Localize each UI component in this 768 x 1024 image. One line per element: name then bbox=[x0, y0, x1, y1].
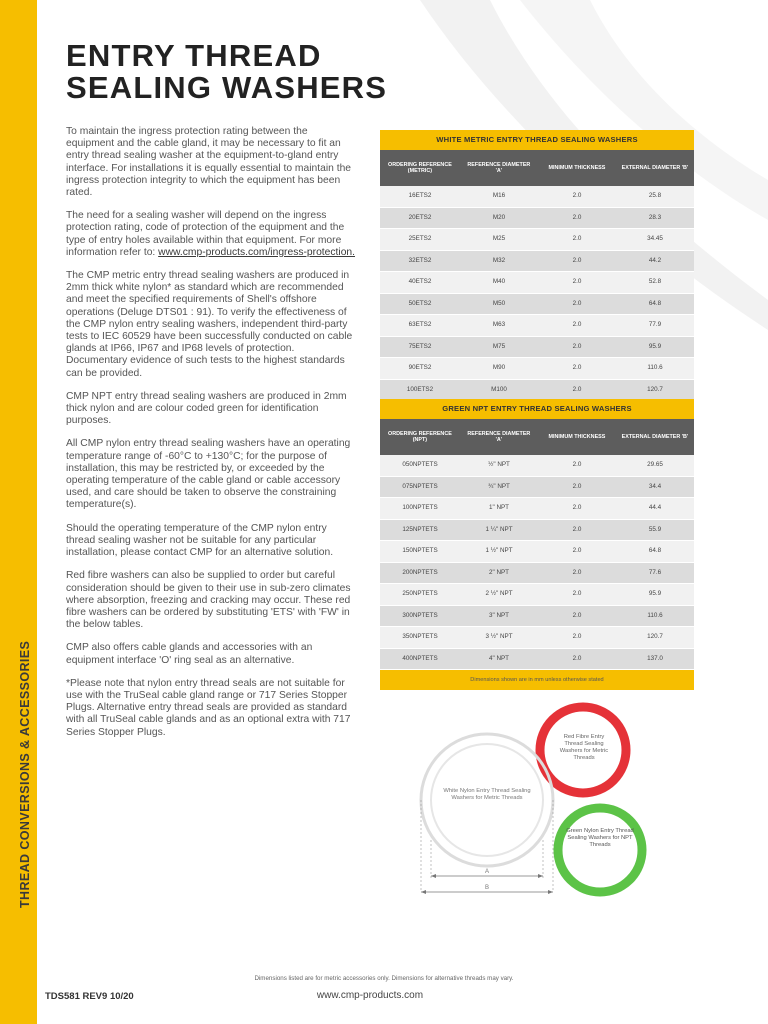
table-cell: 63ETS2 bbox=[408, 321, 432, 328]
table-cell: M100 bbox=[491, 385, 507, 393]
table-cell: 2.0 bbox=[572, 299, 582, 307]
npt-table-footer: Dimensions shown are in mm unless otherwise stated bbox=[380, 670, 694, 690]
table-cell: M40 bbox=[492, 278, 506, 285]
header-reference-diameter: REFERENCE DIAMETER 'A' bbox=[467, 430, 531, 443]
table-cell: 16ETS2 bbox=[408, 192, 432, 199]
table-cell: 110.6 bbox=[647, 364, 663, 371]
table-cell: 2.0 bbox=[572, 547, 582, 554]
table-cell: 2.0 bbox=[572, 633, 582, 640]
table-cell: M25 bbox=[492, 235, 506, 242]
table-cell: 34.4 bbox=[648, 482, 662, 490]
dimension-b-label: B bbox=[484, 885, 490, 891]
header-ordering-reference: ORDERING REFERENCE (METRIC) bbox=[388, 161, 452, 174]
table-cell: 2.0 bbox=[572, 611, 582, 619]
table-cell: 2.0 bbox=[572, 235, 582, 242]
table-cell: 25ETS2 bbox=[408, 235, 432, 242]
table-cell: 95.9 bbox=[648, 342, 662, 350]
table-cell: M16 bbox=[492, 192, 506, 199]
table-cell: 110.6 bbox=[647, 611, 663, 619]
table-cell: 50ETS2 bbox=[408, 299, 432, 307]
document-reference: TDS581 REV9 10/20 bbox=[45, 991, 134, 1002]
table-row bbox=[380, 251, 694, 273]
paragraph-need bbox=[66, 210, 358, 259]
dimensions-note: Dimensions listed are for metric accessories only. Dimensions for alternative threads may vary. bbox=[254, 975, 514, 982]
table-cell: 75ETS2 bbox=[408, 342, 432, 350]
table-row bbox=[380, 649, 694, 671]
table-cell: 20ETS2 bbox=[408, 213, 432, 221]
table-cell: 25.8 bbox=[648, 192, 662, 199]
table-cell: 28.3 bbox=[648, 213, 662, 221]
table-cell: 77.6 bbox=[648, 568, 662, 576]
ingress-protection-link[interactable]: www.cmp-products.com/ingress-protection. bbox=[158, 246, 356, 258]
white-washer-label: White Nylon Entry Thread Sealing Washers for Metric Threads bbox=[443, 788, 531, 801]
table-cell: 2.0 bbox=[572, 192, 582, 199]
table-cell: 2.0 bbox=[572, 525, 582, 533]
paragraph-contact: Should the operating temperature of the CMP nylon entry thread sealing washer not be suitable for any particular installation, please contact CMP for an alternative solution. bbox=[66, 522, 334, 559]
red-washer-label: Red Fibre Entry Thread Sealing Washers for Metric Threads bbox=[559, 734, 609, 761]
table-row bbox=[380, 272, 694, 294]
table-cell: 3" NPT bbox=[488, 611, 510, 619]
table-row bbox=[380, 520, 694, 542]
table-cell: 2" NPT bbox=[488, 568, 510, 576]
table-cell: 120.7 bbox=[647, 633, 663, 640]
metric-washers-table bbox=[380, 130, 694, 401]
header-external-diameter: EXTERNAL DIAMETER 'B' bbox=[621, 433, 689, 440]
table-cell: 150NPTETS bbox=[402, 547, 438, 554]
table-cell: 64.8 bbox=[648, 547, 662, 554]
table-cell: 2 ½" NPT bbox=[485, 590, 513, 597]
table-cell: 2.0 bbox=[572, 568, 582, 576]
npt-table-header bbox=[380, 419, 694, 455]
table-row bbox=[380, 477, 694, 499]
page-title-line-2: SEALING WASHERS bbox=[66, 70, 388, 105]
table-row bbox=[380, 584, 694, 606]
paragraph-intro: To maintain the ingress protection rating between the equipment and the cable gland, it may be necessary to fit an entry thread sealing washer at the equipment-to-gland entry interface. For installations it is equally essential to maintain the ingress protection integrity to which the equipment has been rated. bbox=[66, 126, 352, 199]
table-cell: M90 bbox=[492, 364, 506, 371]
npt-table-title: GREEN NPT ENTRY THREAD SEALING WASHERS bbox=[380, 399, 694, 419]
table-cell: M63 bbox=[492, 321, 506, 328]
table-row bbox=[380, 315, 694, 337]
table-cell: 350NPTETS bbox=[402, 633, 438, 640]
table-cell: 55.9 bbox=[648, 525, 662, 533]
npt-washers-table bbox=[380, 399, 694, 690]
table-cell: 300NPTETS bbox=[402, 611, 438, 619]
table-cell: 2.0 bbox=[572, 256, 582, 264]
paragraph-metric: The CMP metric entry thread sealing washers are produced in 2mm thick white nylon* as standard which are recommended and meet the specified requirements of Shell's offshore operations (Deluge DTS01 : 91). To verify the effectiveness of the CMP nylon entry sealing washers, independent third-party tests to IEC 60529 have been successfully conducted on cable glands at IP66, IP67 and IP68 levels of protection. Documentary evidence of such tests to the highest standards can be provided. bbox=[66, 270, 353, 379]
table-row bbox=[380, 358, 694, 380]
table-cell: 200NPTETS bbox=[402, 568, 438, 576]
table-cell: 34.45 bbox=[647, 235, 663, 242]
dimension-a-label: A bbox=[484, 869, 490, 875]
table-row bbox=[380, 186, 694, 208]
table-row bbox=[380, 541, 694, 563]
table-cell: 29.65 bbox=[647, 461, 663, 468]
paragraph-temperature: All CMP nylon entry thread sealing washers have an operating temperature range of -60°C to +130°C; for the purpose of installation, this may be restricted by, or exceeded by the operating temperature of the cable gland or cable accessory used, and care should be taken to observe the constraining temperature(s). bbox=[66, 438, 351, 511]
green-nylon-washer bbox=[558, 808, 642, 892]
table-cell: M50 bbox=[492, 299, 506, 307]
metric-table-header bbox=[380, 150, 694, 186]
table-cell: 100ETS2 bbox=[406, 385, 434, 393]
table-row bbox=[380, 337, 694, 359]
table-row bbox=[380, 294, 694, 316]
paragraph-o-ring: CMP also offers cable glands and accessories with an equipment interface 'O' ring seal as an alternative. bbox=[66, 642, 313, 666]
table-row bbox=[380, 208, 694, 230]
table-cell: 2.0 bbox=[572, 278, 582, 285]
table-cell: 2.0 bbox=[572, 364, 582, 371]
table-cell: 1" NPT bbox=[488, 504, 510, 511]
table-cell: 2.0 bbox=[572, 504, 582, 511]
body-text bbox=[66, 126, 358, 750]
table-row bbox=[380, 455, 694, 477]
table-cell: 40ETS2 bbox=[408, 278, 432, 285]
section-label: THREAD CONVERSIONS & ACCESSORIES bbox=[18, 640, 32, 908]
header-minimum-thickness: MINIMUM THICKNESS bbox=[548, 433, 606, 440]
header-minimum-thickness: MINIMUM THICKNESS bbox=[548, 164, 606, 171]
table-row bbox=[380, 498, 694, 520]
table-cell: 400NPTETS bbox=[402, 654, 438, 662]
paragraph-note: *Please note that nylon entry thread seals are not suitable for use with the TruSeal cable gland range or 717 Series Stopper Plugs. Alternative entry thread seals are provided as standard with all TruSeal cable glands and as an optional extra with 717 Series Stopper Plugs. bbox=[66, 677, 351, 738]
table-cell: 44.2 bbox=[648, 256, 662, 264]
table-cell: 100NPTETS bbox=[402, 504, 438, 511]
paragraph-red-fibre: Red fibre washers can also be supplied to order but careful consideration should be given to their use in sub-zero climates where absorption, freezing and cracking may occur. These red fibre washers can be ordered by substituting 'ETS' with 'FW' in the below tables. bbox=[66, 570, 351, 631]
page-title bbox=[66, 40, 387, 104]
paragraph-npt: CMP NPT entry thread sealing washers are produced in 2mm thick nylon and are colour coded green for identification purposes. bbox=[66, 390, 347, 427]
table-cell: 2.0 bbox=[572, 654, 582, 662]
page-title-line-1: ENTRY THREAD bbox=[66, 38, 322, 73]
table-cell: 075NPTETS bbox=[402, 482, 438, 490]
website-link[interactable]: www.cmp-products.com bbox=[316, 990, 424, 1001]
table-cell: 2.0 bbox=[572, 461, 582, 468]
table-cell: ½" NPT bbox=[488, 461, 510, 468]
table-cell: 52.8 bbox=[648, 278, 662, 285]
table-cell: 77.9 bbox=[648, 321, 662, 328]
table-row bbox=[380, 563, 694, 585]
table-row bbox=[380, 627, 694, 649]
table-cell: 3 ½" NPT bbox=[485, 633, 513, 640]
table-cell: M20 bbox=[492, 213, 506, 221]
table-cell: 050NPTETS bbox=[402, 461, 438, 468]
green-washer-label: Green Nylon Entry Thread Sealing Washers for NPT Threads bbox=[566, 828, 634, 848]
table-cell: 2.0 bbox=[572, 342, 582, 350]
table-cell: M32 bbox=[492, 256, 506, 264]
table-cell: 2.0 bbox=[572, 590, 582, 597]
metric-table-body bbox=[380, 186, 694, 401]
table-cell: 44.4 bbox=[648, 504, 662, 511]
table-cell: 1 ½" NPT bbox=[485, 547, 513, 554]
metric-table-title: WHITE METRIC ENTRY THREAD SEALING WASHERS bbox=[380, 130, 694, 150]
table-cell: 2.0 bbox=[572, 321, 582, 328]
table-cell: 137.0 bbox=[647, 654, 663, 662]
npt-table-body bbox=[380, 455, 694, 670]
table-cell: ¾" NPT bbox=[488, 482, 510, 490]
table-cell: 2.0 bbox=[572, 385, 582, 393]
table-row bbox=[380, 380, 694, 402]
table-cell: 32ETS2 bbox=[408, 256, 432, 264]
table-cell: 250NPTETS bbox=[402, 590, 438, 597]
table-cell: 2.0 bbox=[572, 213, 582, 221]
washer-diagram bbox=[405, 700, 665, 910]
header-external-diameter: EXTERNAL DIAMETER 'B' bbox=[621, 164, 689, 171]
table-cell: 90ETS2 bbox=[408, 364, 432, 371]
header-reference-diameter: REFERENCE DIAMETER 'A' bbox=[467, 161, 531, 174]
table-cell: 125NPTETS bbox=[402, 525, 438, 533]
table-cell: 64.8 bbox=[648, 299, 662, 307]
header-ordering-reference: ORDERING REFERENCE (NPT) bbox=[388, 430, 452, 443]
table-cell: 2.0 bbox=[572, 482, 582, 490]
table-row bbox=[380, 229, 694, 251]
paragraph-need-text: The need for a sealing washer will depend on the ingress protection rating, code of protection of the equipment and the type of entry holes available within that equipment. For more information refer to: bbox=[66, 210, 345, 258]
table-cell: 4" NPT bbox=[488, 654, 510, 662]
table-row bbox=[380, 606, 694, 628]
washer-diagram-svg bbox=[405, 700, 665, 910]
table-cell: 1 ¼" NPT bbox=[485, 525, 513, 533]
table-cell: 120.7 bbox=[647, 385, 663, 393]
table-cell: 95.9 bbox=[648, 590, 662, 597]
table-cell: M75 bbox=[492, 342, 506, 350]
